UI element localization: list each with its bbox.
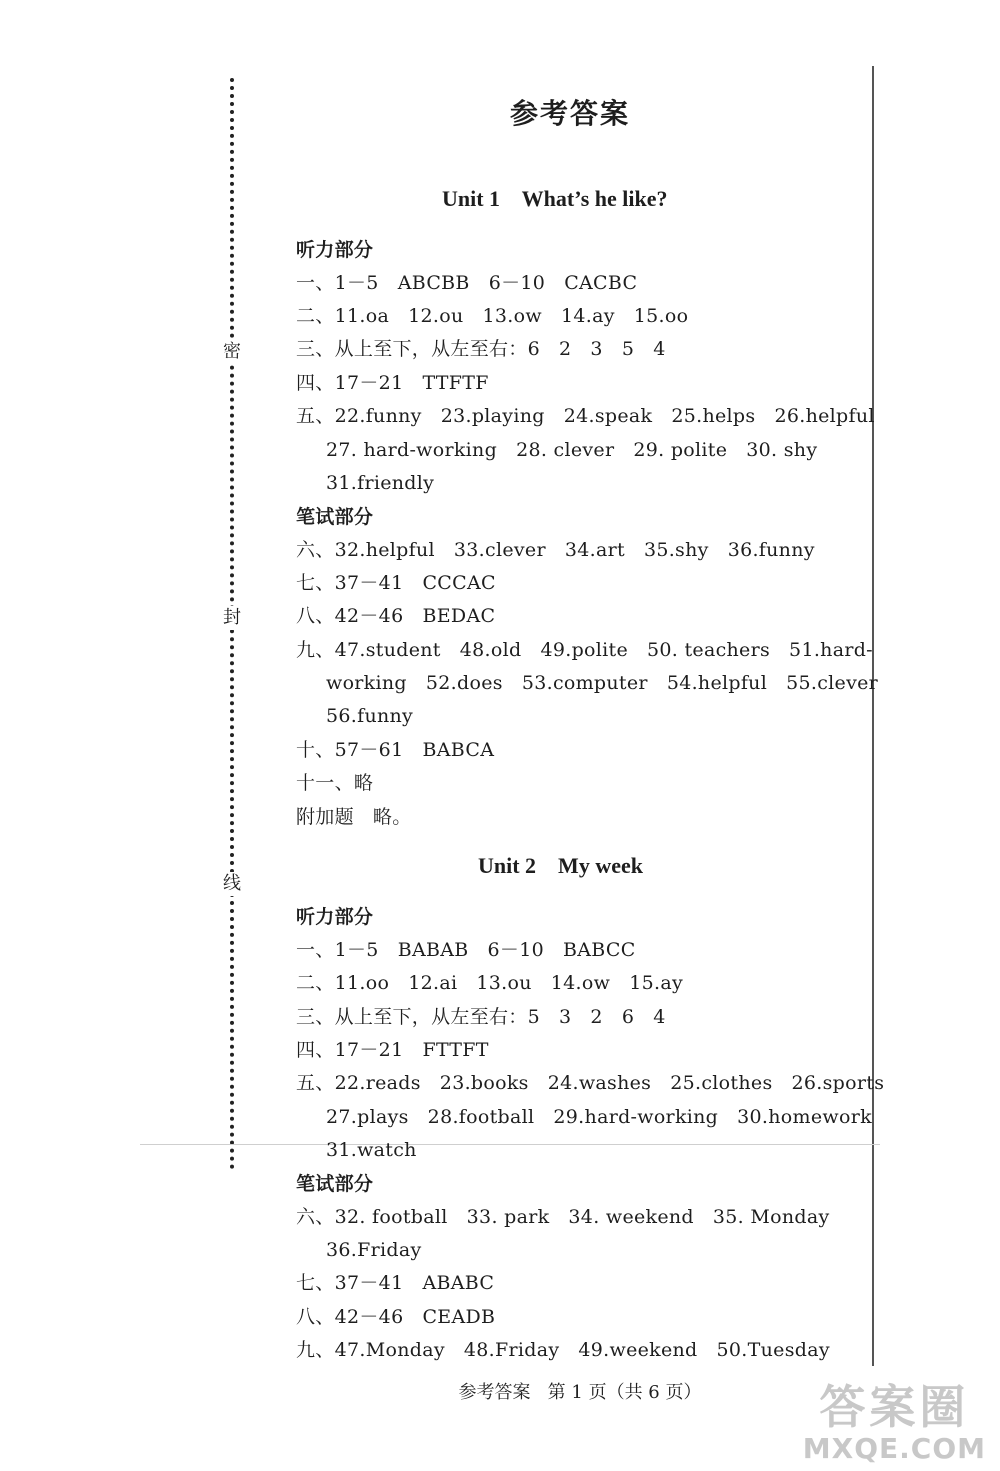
answer-line: 附加题 略。 bbox=[296, 806, 412, 828]
watermark-url: MXQE.COM bbox=[802, 1432, 986, 1465]
horizontal-rule bbox=[140, 1144, 880, 1145]
unit1-listening-heading: 听力部分 bbox=[296, 239, 374, 261]
unit1-heading: Unit 1 What’s he like? bbox=[442, 186, 668, 211]
answer-line: 九、47.student 48.old 49.polite 50. teachers 51.hard- bbox=[296, 639, 873, 661]
answer-line: 六、32. football 33. park 34. weekend 35. Monday bbox=[296, 1206, 830, 1228]
unit2-written-heading: 笔试部分 bbox=[296, 1173, 374, 1195]
answer-line: 四、17－21 FTTFT bbox=[296, 1039, 489, 1061]
answer-line: 九、47.Monday 48.Friday 49.weekend 50.Tuesday bbox=[296, 1339, 830, 1361]
answer-line: 十、57－61 BABCA bbox=[296, 739, 495, 761]
watermark-text: 答案圈 bbox=[819, 1380, 970, 1434]
answer-line: 十一、略 bbox=[296, 772, 374, 794]
answer-line: 二、11.oa 12.ou 13.ow 14.ay 15.oo bbox=[296, 305, 689, 327]
binding-mark-feng: 封 bbox=[223, 607, 241, 628]
binding-mark-xian: 线 bbox=[223, 873, 241, 894]
answer-line: 56.funny bbox=[326, 705, 414, 727]
answer-line: 六、32.helpful 33.clever 34.art 35.shy 36.funny bbox=[296, 539, 815, 561]
answer-line: working 52.does 53.computer 54.helpful 55.clever bbox=[326, 672, 879, 694]
answer-line: 31.watch bbox=[326, 1139, 417, 1161]
answer-line: 八、42－46 CEADB bbox=[296, 1306, 496, 1328]
answer-line: 二、11.oo 12.ai 13.ou 14.ow 15.ay bbox=[296, 972, 683, 994]
unit1-written-heading: 笔试部分 bbox=[296, 506, 374, 528]
page-title: 参考答案 bbox=[509, 97, 630, 130]
watermark-logo bbox=[803, 1382, 986, 1465]
answer-line: 五、22.funny 23.playing 24.speak 25.helps 26.helpful bbox=[296, 405, 875, 427]
answer-line: 27. hard-working 28. clever 29. polite 30. shy bbox=[326, 439, 818, 461]
unit2-listening-heading: 听力部分 bbox=[296, 906, 374, 928]
answer-line: 八、42－46 BEDAC bbox=[296, 605, 496, 627]
right-margin-rule bbox=[872, 66, 874, 1366]
binding-mark-mi: 密 bbox=[223, 341, 241, 362]
answer-line: 三、从上至下，从左至右：5 3 2 6 4 bbox=[296, 1006, 666, 1028]
answer-line: 四、17－21 TTFTF bbox=[296, 372, 489, 394]
answer-line: 一、1－5 BABAB 6－10 BABCC bbox=[296, 939, 636, 961]
answer-line: 三、从上至下，从左至右：6 2 3 5 4 bbox=[296, 338, 666, 360]
answer-line: 七、37－41 CCCAC bbox=[296, 572, 496, 594]
answer-line: 七、37－41 ABABC bbox=[296, 1272, 495, 1294]
answer-line: 一、1－5 ABCBB 6－10 CACBC bbox=[296, 272, 638, 294]
answer-line: 36.Friday bbox=[326, 1239, 422, 1261]
unit2-heading: Unit 2 My week bbox=[478, 853, 643, 878]
answer-line: 27.plays 28.football 29.hard-working 30.homework bbox=[326, 1106, 872, 1128]
answer-line: 五、22.reads 23.books 24.washes 25.clothes 26.sports bbox=[296, 1072, 885, 1094]
page-footer: 参考答案 第 1 页（共 6 页） bbox=[458, 1382, 702, 1403]
answer-line: 31.friendly bbox=[326, 472, 435, 494]
